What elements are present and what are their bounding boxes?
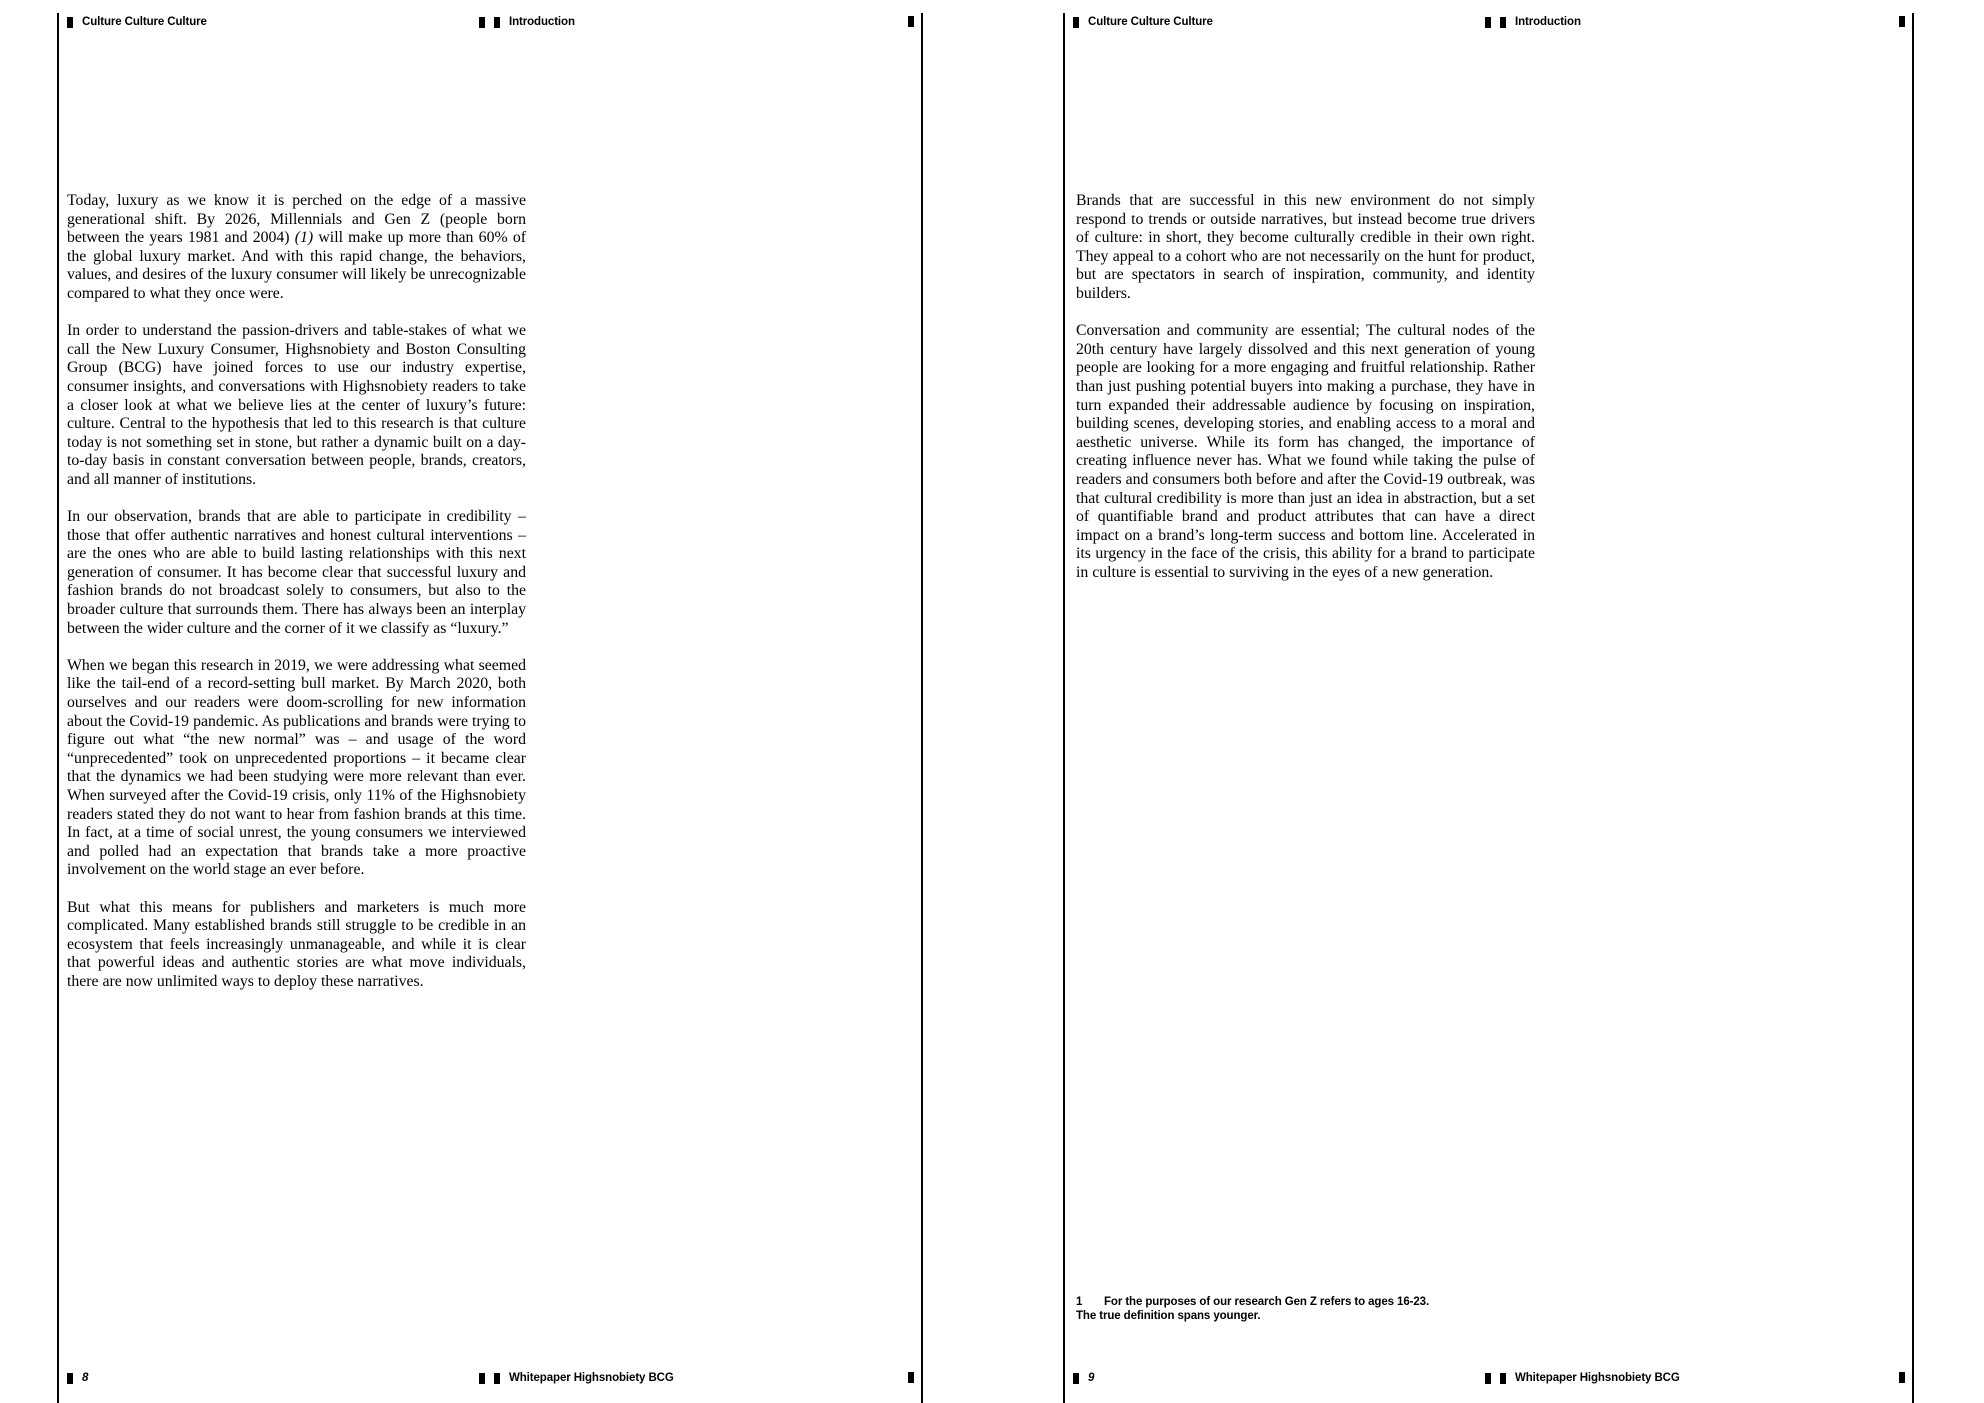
- marker-icon: [1485, 17, 1491, 28]
- section-title-group: [479, 16, 575, 28]
- footnote-line: [1076, 1296, 1556, 1310]
- marker-icon: [1899, 1372, 1905, 1383]
- running-title: Culture Culture Culture: [1088, 16, 1213, 28]
- paragraph-text: will make up more than 60% of the global luxury market. And with this rapid change, the behaviors, values, and desires of the luxury consumer will likely be unrecognizable compared to what they once were.: [67, 229, 526, 302]
- page-number-group: [67, 1372, 88, 1384]
- page-header: [1073, 16, 1905, 30]
- section-title: Introduction: [1515, 16, 1581, 28]
- marker-icon: [1073, 1373, 1079, 1384]
- paragraph: In our observation, brands that are able to participate in credibility – those that offer authentic narratives and honest cultural interventions – are the ones who are able to build lasting relationships with this next generation of consumer. It has become clear that successful luxury and fashion brands do not broadcast solely to consumers, but also to the broader culture that surrounds them. There has always been an interplay between the wider culture and the corner of it we classify as “luxury.”: [67, 508, 526, 637]
- footnote-line: The true definition spans younger.: [1076, 1309, 1261, 1322]
- page-border-left: [1063, 13, 1065, 1403]
- marker-icon: [67, 17, 73, 28]
- paragraph: But what this means for publishers and marketers is much more complicated. Many established brands still struggle to be credible in an ecosystem that feels increasingly unmanageable, and while it is clear that powerful ideas and authentic stories are what move individuals, there are now unlimited ways to deploy these narratives.: [67, 898, 526, 990]
- marker-icon: [494, 1373, 500, 1384]
- marker-icon: [1485, 1373, 1491, 1384]
- body-text-column: [67, 192, 526, 992]
- running-title: Culture Culture Culture: [82, 16, 207, 28]
- page-number: 8: [82, 1372, 89, 1384]
- page-footer: [1073, 1372, 1905, 1386]
- marker-icon: [479, 1373, 485, 1384]
- footnote-reference: (1): [294, 229, 314, 247]
- footer-label: Whitepaper Highsnobiety BCG: [509, 1372, 674, 1384]
- footer-label-group: [479, 1372, 674, 1384]
- running-title-group: [67, 16, 207, 28]
- marker-icon: [1899, 16, 1905, 27]
- page-footer: [67, 1372, 914, 1386]
- page-number: 9: [1088, 1372, 1095, 1384]
- paragraph: [67, 192, 526, 304]
- marker-icon: [494, 17, 500, 28]
- body-text-column: [1076, 192, 1535, 582]
- paragraph: In order to understand the passion-drivers and table-stakes of what we call the New Luxury Consumer, Highsnobiety and Boston Consulting Group (BCG) have joined forces to use our industry expertise, consumer insights, and conversations with Highsnobiety readers to take a closer look at what we believe lies at the center of luxury’s future: culture. Central to the hypothesis that led to this research is that culture today is not something set in stone, but rather a dynamic built on a day-to-day basis in constant conversation between people, brands, creators, and all manner of institutions.: [67, 322, 526, 488]
- marker-icon: [908, 16, 914, 27]
- marker-icon: [67, 1373, 73, 1384]
- section-title: Introduction: [509, 16, 575, 28]
- paragraph: Conversation and community are essential; The cultural nodes of the 20th century have largely dissolved and this next generation of young people are looking for a more engaging and fruitful relationship. Rather than just pushing potential buyers into making a purchase, they have in turn expanded their addressable audience by focusing on inspiration, building scenes, developing stories, and enabling access to a moral and aesthetic universe. While its form has changed, the importance of creating influence never has. What we found while taking the pulse of readers and consumers both before and after the Covid-19 outbreak, was that cultural credibility is more than just an idea in abstraction, but a set of quantifiable brand and product attributes that can have a direct impact on a brand’s long-term success and bottom line. Accelerated in its urgency in the face of the crisis, this ability for a brand to participate in culture is essential to surviving in the eyes of a new generation.: [1076, 322, 1535, 581]
- footer-label: Whitepaper Highsnobiety BCG: [1515, 1372, 1680, 1384]
- marker-icon: [908, 1372, 914, 1383]
- page-header: [67, 16, 914, 30]
- paragraph-text: Today, luxury as we know it is perched on the edge of a massive generational shift. By 2026, Millennials and Gen Z (people born between the years 1981 and 2004): [67, 192, 526, 247]
- page-9: [1063, 0, 1914, 1403]
- footer-label-group: [1485, 1372, 1680, 1384]
- marker-icon: [1500, 17, 1506, 28]
- running-title-group: [1073, 16, 1213, 28]
- marker-icon: [479, 17, 485, 28]
- footnote-text: For the purposes of our research Gen Z refers to ages 16-23.: [1104, 1296, 1430, 1308]
- paragraph: When we began this research in 2019, we were addressing what seemed like the tail-end of a record-setting bull market. By March 2020, both ourselves and our readers were doom-scrolling for new information about the Covid-19 pandemic. As publications and brands were trying to figure out what “the new normal” was – and usage of the word “unprecedented” took on unprecedented proportions – it became clear that the dynamics we had been studying were more relevant than ever. When surveyed after the Covid-19 crisis, only 11% of the Highsnobiety readers stated they do not want to hear from fashion brands at this time. In fact, at a time of social unrest, the young consumers we interviewed and polled had an expectation that brands take a more proactive involvement on the world stage an ever before.: [67, 656, 526, 879]
- page-border-right: [1912, 13, 1914, 1403]
- page-border-right: [921, 13, 923, 1403]
- marker-icon: [1073, 17, 1079, 28]
- footnote-number: 1: [1076, 1296, 1083, 1308]
- page-number-group: [1073, 1372, 1094, 1384]
- paragraph: Brands that are successful in this new environment do not simply respond to trends or outside narratives, but instead become true drivers of culture: in short, they become culturally credible in their own right. They appeal to a cohort who are not necessarily on the hunt for product, but are spectators in search of inspiration, community, and identity builders.: [1076, 192, 1535, 302]
- page-8: [57, 0, 923, 1403]
- footnote: [1076, 1296, 1556, 1323]
- page-border-left: [57, 13, 59, 1403]
- section-title-group: [1485, 16, 1581, 28]
- marker-icon: [1500, 1373, 1506, 1384]
